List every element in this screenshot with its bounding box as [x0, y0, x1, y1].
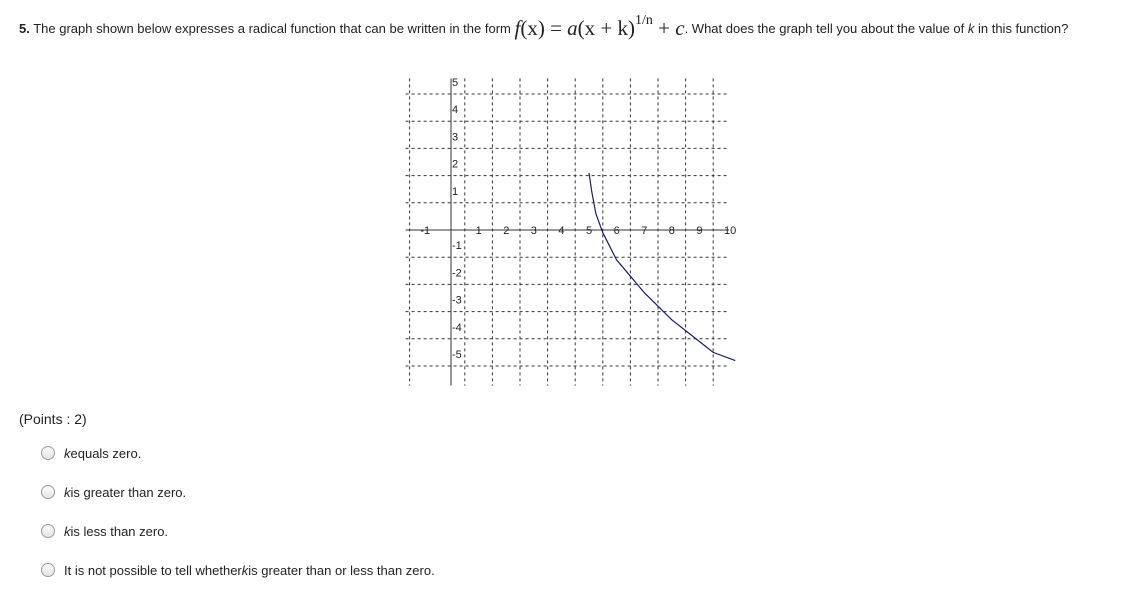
- formula-f: f: [514, 16, 521, 40]
- radio-button[interactable]: [41, 446, 55, 460]
- formula-arg: (x) =: [520, 16, 568, 40]
- question-k: k: [967, 21, 975, 36]
- option-label: is greater than zero.: [70, 484, 187, 500]
- y-tick-label: 3: [452, 131, 459, 144]
- x-tick-label: 3: [530, 225, 537, 237]
- option-k: k: [64, 445, 71, 461]
- y-tick-label: 1: [452, 185, 459, 198]
- x-tick-label: -1: [420, 225, 431, 237]
- option-label: is greater than or less than zero.: [248, 562, 435, 578]
- formula: [514, 13, 685, 40]
- option-label: equals zero.: [70, 445, 142, 461]
- x-tick-label: 1: [475, 225, 482, 237]
- option-k-less-than-zero[interactable]: [41, 521, 741, 541]
- points-label: (Points : 2): [19, 411, 87, 427]
- option-k-greater-than-zero[interactable]: [41, 482, 741, 502]
- option-k-equals-zero[interactable]: [41, 443, 741, 463]
- question-text-before: The graph shown below expresses a radical function that can be written in the form: [29, 21, 515, 36]
- question-text-after-2: in this function?: [974, 21, 1069, 36]
- y-tick-labels: [452, 77, 462, 361]
- option-k: k: [64, 484, 71, 500]
- question-number: 5.: [19, 21, 30, 36]
- y-tick-label: 5: [452, 77, 459, 89]
- axes: [406, 78, 729, 385]
- radio-button[interactable]: [41, 485, 55, 499]
- y-tick-label: -4: [452, 321, 462, 334]
- x-tick-label: 7: [641, 225, 648, 237]
- option-label-pre: It is not possible to tell whether: [64, 562, 242, 578]
- x-tick-label: 6: [613, 225, 620, 237]
- formula-exponent: 1/n: [635, 13, 653, 28]
- radio-button[interactable]: [41, 524, 55, 538]
- y-tick-label: -1: [452, 240, 462, 253]
- y-tick-label: 4: [452, 104, 459, 117]
- formula-c: c: [675, 16, 685, 40]
- question-text-after-1: . What does the graph tell you about the value of: [684, 21, 968, 36]
- option-k: k: [64, 523, 71, 539]
- x-tick-label: 4: [558, 225, 565, 237]
- y-tick-label: -2: [452, 267, 462, 280]
- radical-function-graph: [400, 60, 745, 395]
- x-tick-label: 5: [586, 225, 593, 237]
- x-tick-label: 8: [668, 225, 675, 237]
- x-tick-labels: [420, 225, 736, 237]
- formula-paren: (x + k): [577, 16, 636, 40]
- x-tick-label: 10: [724, 225, 737, 237]
- x-tick-label: 2: [503, 225, 510, 237]
- grid-lines: [406, 78, 729, 385]
- y-tick-label: 2: [452, 158, 459, 171]
- formula-plus: +: [652, 16, 676, 40]
- question-text: [19, 13, 1129, 40]
- y-tick-label: -3: [452, 294, 462, 307]
- option-label: is less than zero.: [70, 523, 169, 539]
- formula-a: a: [567, 16, 578, 40]
- radio-button[interactable]: [41, 563, 55, 577]
- option-not-possible-to-tell[interactable]: [41, 560, 741, 580]
- x-tick-label: 9: [696, 225, 703, 237]
- option-k: k: [241, 562, 249, 578]
- y-tick-label: -5: [452, 349, 462, 361]
